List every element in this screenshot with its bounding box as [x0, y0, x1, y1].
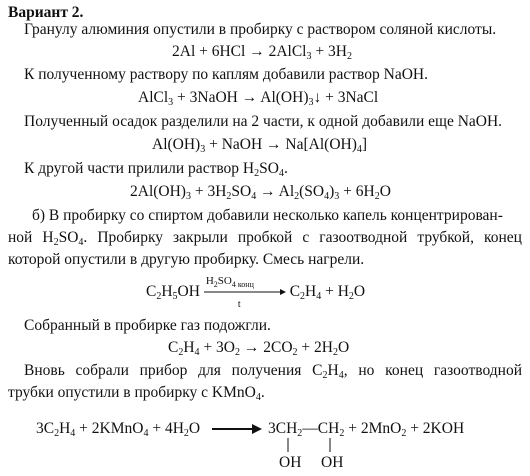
- arrow-icon: →: [241, 89, 258, 106]
- paragraph-7-line-2: трубки опустили в пробирку с KMnO$_4$.: [8, 384, 265, 403]
- hydroxyl-label-1: OH: [279, 454, 302, 471]
- equation-1: 2Al + 6HCl → 2AlCl$_3$ + $3H_2$: [172, 43, 352, 62]
- equation-7-product: $3CH_2—CH_2 + 2MnO_2 + 2KOH$: [268, 420, 465, 439]
- equation-7: $3C_2H_4$ + 2KMnO$_4$ + $4H_2O$: [36, 420, 201, 439]
- paragraph-1: Гранулу алюминия опустили в пробирку с раствором соляной кислоты.: [24, 21, 497, 38]
- arrow-icon: →: [266, 136, 282, 153]
- eq1-lhs: 2Al + 6HCl: [172, 43, 246, 60]
- temperature-label: t: [237, 299, 241, 311]
- paragraph-7-line-1: Вновь собрали прибор для получения $C_2H_4$, но конец газоотводной: [24, 362, 522, 381]
- arrow-icon: →: [243, 339, 260, 356]
- paragraph-5-line-1: б) В пробирку со спиртом добавили несколько капель концентрирован-: [32, 207, 503, 224]
- arrow-icon: [212, 423, 262, 435]
- hydroxyl-label-2: OH: [321, 454, 344, 471]
- equation-5: $C_2H_5OH$ $H_2SO_{4 конц}$ t $C_2H_4 + H_2O$: [146, 283, 365, 301]
- paragraph-3: Полученный осадок разделили на 2 части, к одной добавили еще NaOH.: [24, 113, 503, 130]
- paragraph-2: К полученному раствору по каплям добавили раствор NaOH.: [24, 66, 428, 83]
- equation-4: $2Al(OH)_3 + 3H_2SO_4 \to Al_2(SO_4)_3 + 6H_2O$: [130, 183, 391, 202]
- paragraph-5-line-3: которой опустили в другую пробирку. Смесь нагрели.: [8, 251, 365, 268]
- arrow-icon: →: [249, 43, 265, 60]
- paragraph-4: К другой части прилили раствор $H_2SO_4$.: [24, 160, 288, 179]
- precipitate-arrow-icon: ↓: [313, 89, 322, 106]
- arrow-icon: →: [260, 183, 276, 200]
- catalyst-label: $H_2SO_{4 конц}$: [205, 275, 254, 290]
- paragraph-6: Собранный в пробирке газ подожгли.: [24, 317, 271, 334]
- paragraph-5-line-2: ной $H_2SO_4$. Пробирку закрыли пробкой с газоотводной трубкой, конец: [8, 229, 522, 248]
- arrow-icon: [204, 288, 286, 296]
- equation-6: $C_2H_4 + 3O_2 \to 2CO_2 + 2H_2O$: [168, 339, 350, 358]
- reaction-condition-arrow: [204, 275, 286, 311]
- equation-2: AlCl$_3$ + 3NaOH → $Al(OH)_3↓$ + 3NaCl: [138, 89, 379, 108]
- equation-3: $Al(OH)_3$ + NaOH → $Na[Al(OH)_4]$: [152, 136, 368, 155]
- hydroxyl-bonds: [280, 436, 350, 454]
- bond-dash: —: [302, 420, 318, 437]
- variant-title: Вариант 2.: [8, 4, 84, 21]
